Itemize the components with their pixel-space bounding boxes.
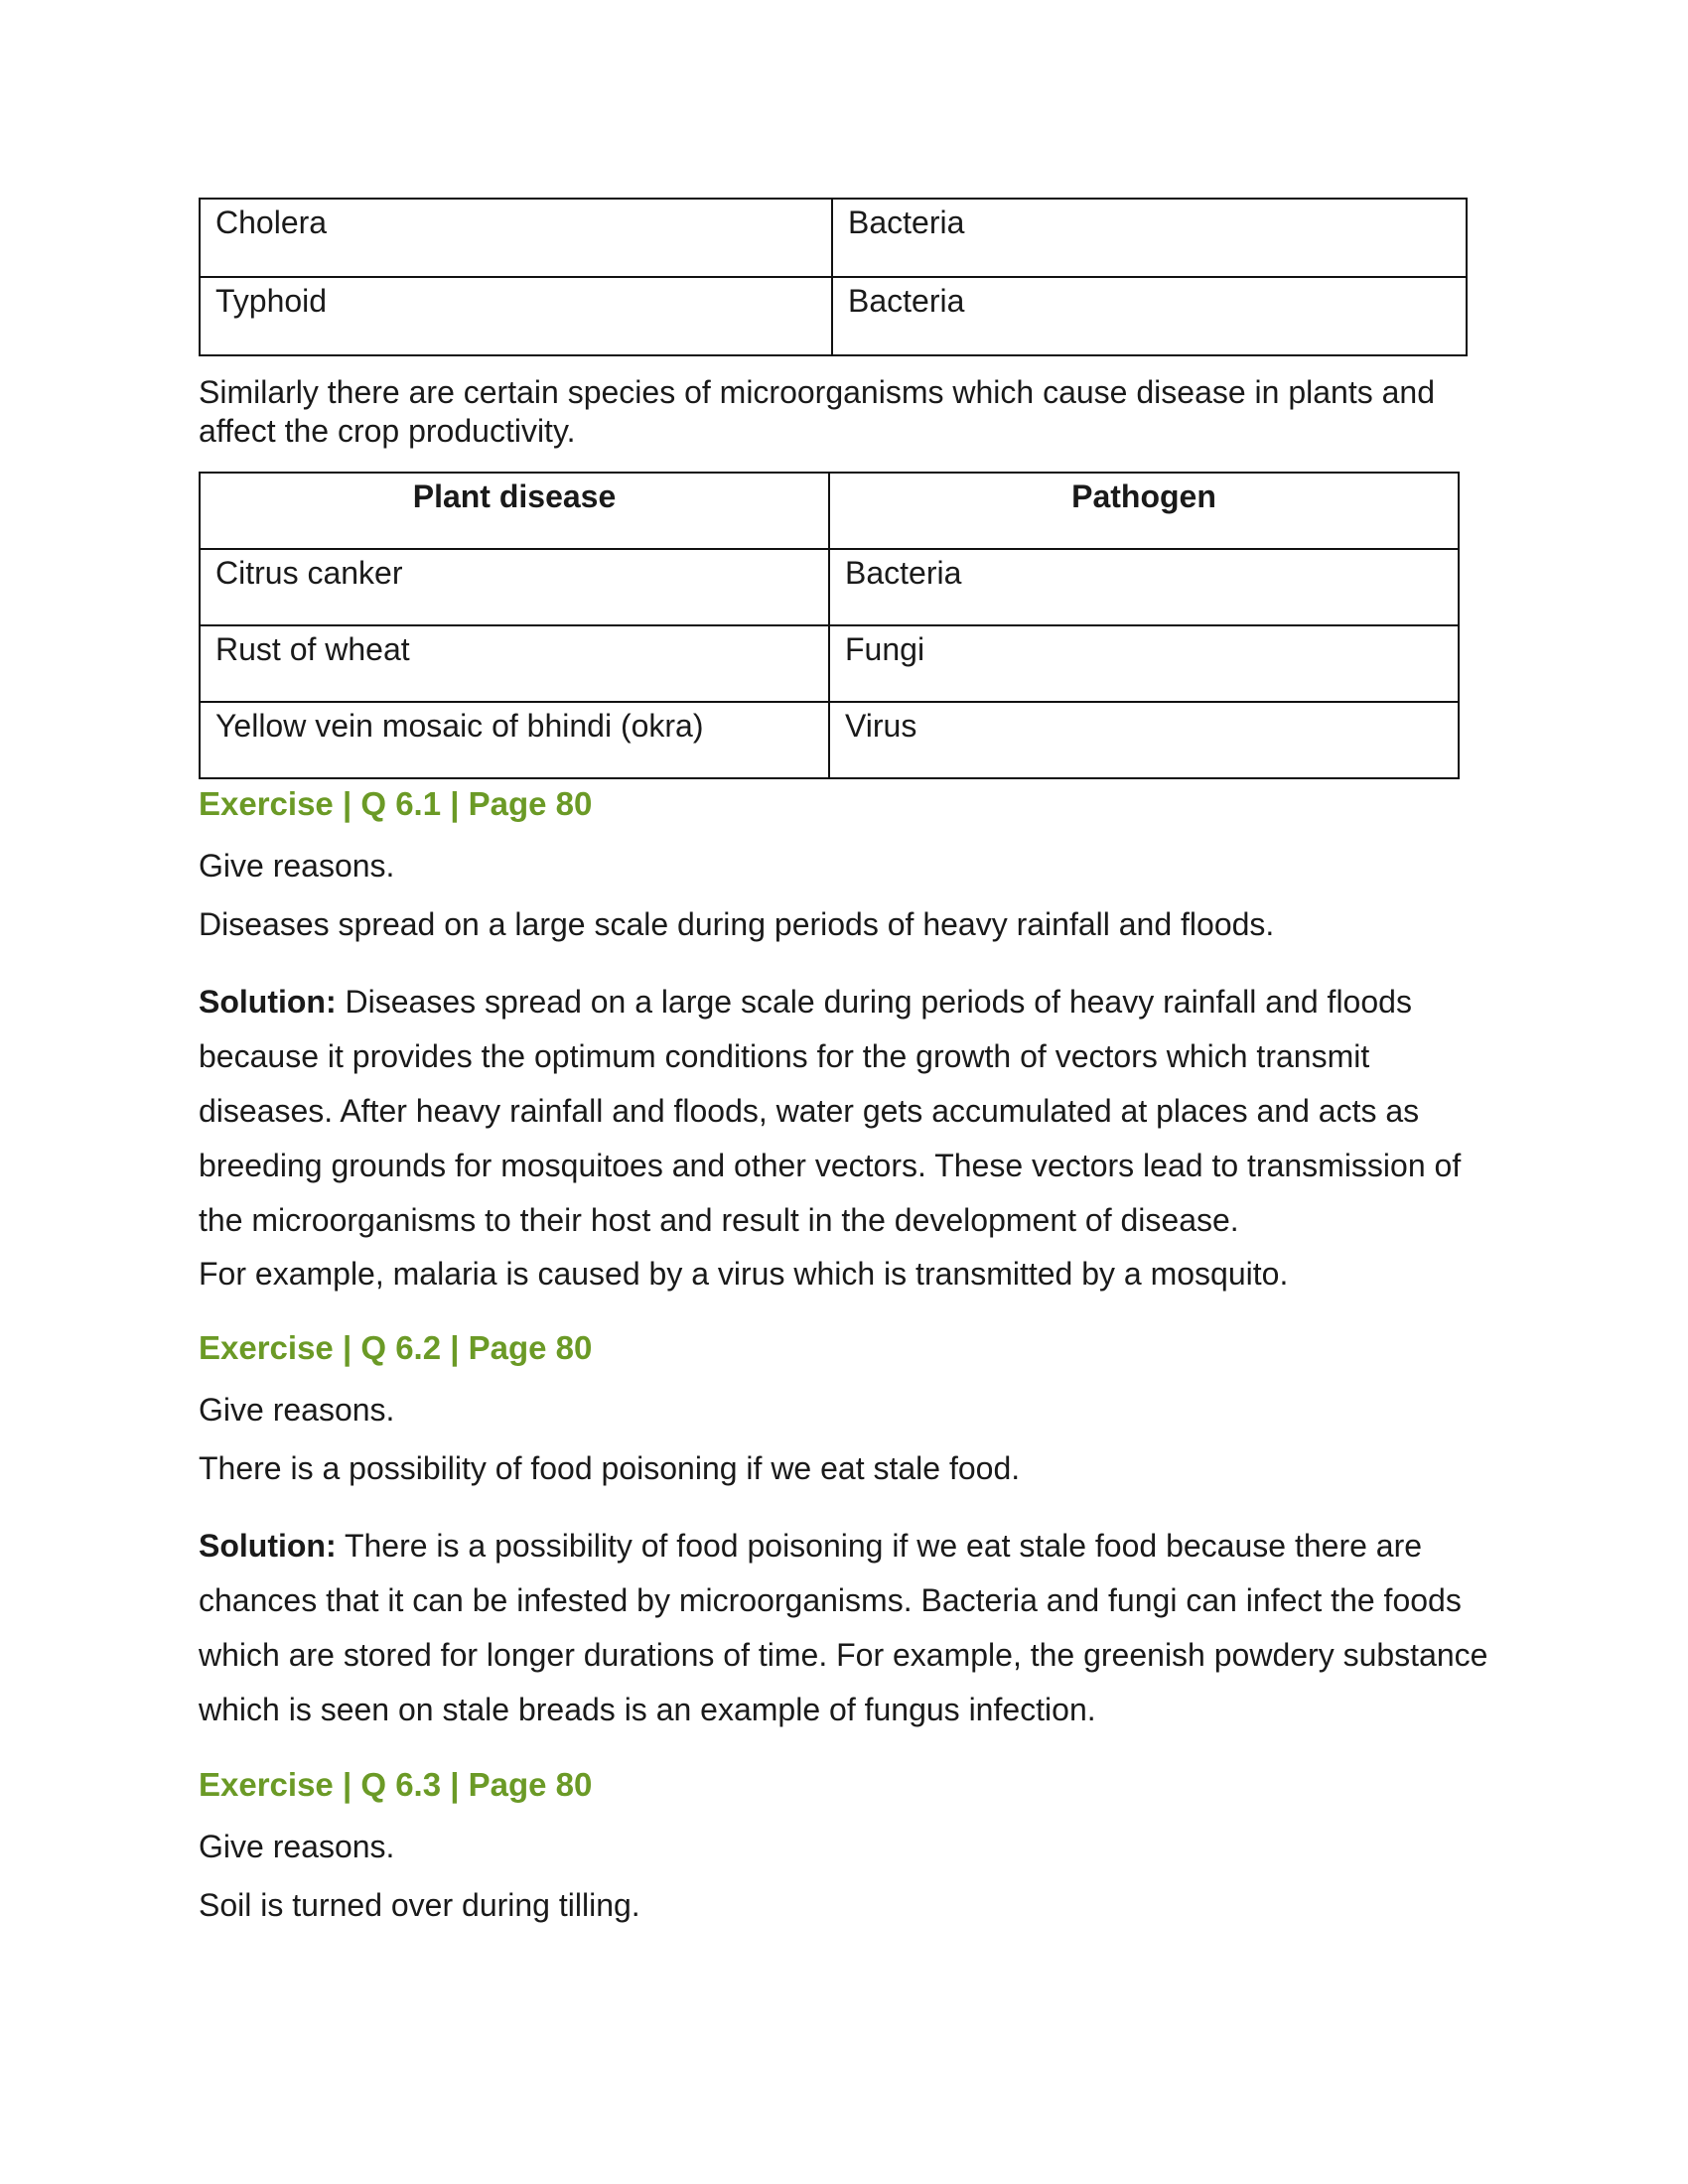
table-row (200, 277, 1467, 355)
table-row (200, 702, 1459, 778)
solution-label: Solution: (199, 1528, 337, 1564)
pathogen-cell: Bacteria (829, 549, 1459, 625)
exercise-heading: Exercise | Q 6.1 | Page 80 (199, 785, 593, 822)
human-disease-table (199, 198, 1468, 356)
exercise-heading: Exercise | Q 6.2 | Page 80 (199, 1329, 593, 1366)
question-prompt: Give reasons. (199, 1392, 395, 1428)
pathogen-cell: Bacteria (832, 277, 1467, 355)
question-prompt: Give reasons. (199, 1829, 395, 1864)
exercise-heading: Exercise | Q 6.3 | Page 80 (199, 1766, 593, 1803)
example-text: For example, malaria is caused by a virus which is transmitted by a mosquito. (199, 1256, 1289, 1292)
question-prompt: Give reasons. (199, 848, 395, 884)
table-row (200, 199, 1467, 277)
disease-cell: Typhoid (200, 277, 832, 355)
question-text: Soil is turned over during tilling. (199, 1887, 640, 1923)
pathogen-cell: Fungi (829, 625, 1459, 702)
question-text: Diseases spread on a large scale during periods of heavy rainfall and floods. (199, 906, 1275, 942)
solution-paragraph (199, 1519, 1489, 1737)
disease-cell: Rust of wheat (200, 625, 829, 702)
column-header: Pathogen (829, 473, 1459, 549)
disease-cell: Citrus canker (200, 549, 829, 625)
plant-disease-table (199, 472, 1460, 779)
disease-cell: Yellow vein mosaic of bhindi (okra) (200, 702, 829, 778)
pathogen-cell: Virus (829, 702, 1459, 778)
pathogen-cell: Bacteria (832, 199, 1467, 277)
solution-text: Diseases spread on a large scale during periods of heavy rainfall and floods because it provides the optimum conditions for the growth of vectors which transmit diseases. After heavy rainfall and floods, water gets accumulated at places and acts as breeding grounds for mosquitoes and other vectors. These vectors lead to transmission of the microorganisms to their host and result in the development of disease. (199, 984, 1462, 1238)
table-row (200, 625, 1459, 702)
column-header: Plant disease (200, 473, 829, 549)
question-text: There is a possibility of food poisoning if we eat stale food. (199, 1450, 1021, 1486)
disease-cell: Cholera (200, 199, 832, 277)
solution-label: Solution: (199, 984, 337, 1020)
table-row (200, 549, 1459, 625)
table-header-row (200, 473, 1459, 549)
solution-text: There is a possibility of food poisoning if we eat stale food because there are chances that it can be infested by microorganisms. Bacteria and fungi can infect the foods which are stored for longer durations of time. For example, the greenish powdery substance which is seen on stale breads is an example of fungus infection. (199, 1528, 1488, 1727)
intro-paragraph: Similarly there are certain species of microorganisms which cause disease in plants and affect the crop productivity. (199, 374, 1436, 449)
solution-paragraph (199, 975, 1489, 1248)
